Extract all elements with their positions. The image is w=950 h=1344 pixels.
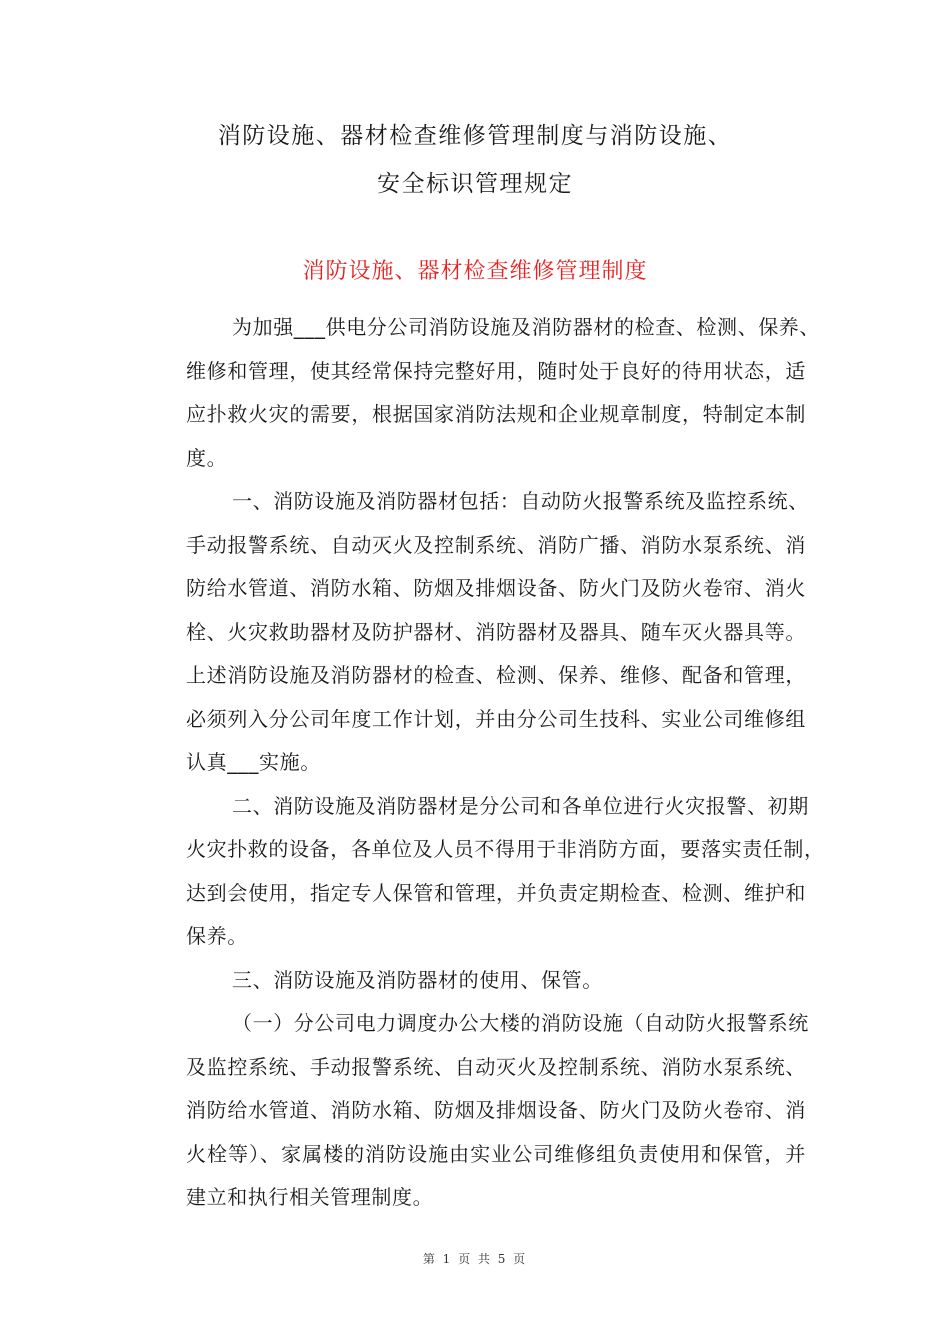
paragraph-intro <box>146 306 820 480</box>
paragraph-line: 防给水管道、消防水箱、防烟及排烟设备、防火门及防火卷帘、消火 <box>186 576 806 600</box>
paragraph-item-3 <box>146 959 806 1003</box>
paragraph-line: 一、消防设施及消防器材包括：自动防火报警系统及监控系统、 <box>232 489 809 513</box>
document-title <box>0 112 950 208</box>
paragraph-line: 达到会使用，指定专人保管和管理，并负责定期检查、检测、维护和 <box>186 880 806 905</box>
paragraph-line: 保养。 <box>186 924 248 948</box>
section-title: 消防设施、器材检查维修管理制度 <box>302 259 648 284</box>
paragraph-line: 三、消防设施及消防器材的使用、保管。 <box>232 967 603 992</box>
paragraph-line: 应扑救火灾的需要，根据国家消防法规和企业规章制度，特制定本制 <box>186 402 806 426</box>
paragraph-line: 建立和执行相关管理制度。 <box>186 1185 434 1209</box>
paragraph-line: 认真___实施。 <box>186 750 321 774</box>
page-footer: 第 1 页 共 5 页 <box>422 1252 528 1266</box>
paragraph-item-1 <box>146 480 809 785</box>
paragraph-line: 火灾扑救的设备，各单位及人员不得用于非消防方面，要落实责任制， <box>186 837 825 861</box>
paragraph-line: 火栓等）、家属楼的消防设施由实业公司维修组负责使用和保管，并 <box>186 1141 806 1166</box>
paragraph-line: 度。 <box>186 445 228 470</box>
paragraph-subitem-1 <box>146 1002 809 1220</box>
paragraph-item-2 <box>146 785 825 959</box>
paragraph-line: （一）分公司电力调度办公大楼的消防设施（自动防火报警系统 <box>232 1011 809 1035</box>
title-line-1: 消防设施、器材检查维修管理制度与消防设施、 <box>217 123 733 149</box>
paragraph-line: 栓、火灾救助器材及防护器材、消防器材及器具、随车灭火器具等。 <box>186 619 806 644</box>
paragraph-line: 必须列入分公司年度工作计划，并由分公司生技科、实业公司维修组 <box>186 706 806 731</box>
title-line-2: 安全标识管理规定 <box>377 171 573 197</box>
document-body <box>146 306 825 1220</box>
paragraph-line: 上述消防设施及消防器材的检查、检测、保养、维修、配备和管理， <box>186 663 806 687</box>
paragraph-line: 及监控系统、手动报警系统、自动灭火及控制系统、消防水泵系统、 <box>186 1054 806 1079</box>
paragraph-line: 二、消防设施及消防器材是分公司和各单位进行火灾报警、初期 <box>232 793 809 818</box>
paragraph-line: 消防给水管道、消防水箱、防烟及排烟设备、防火门及防火卷帘、消 <box>186 1098 806 1122</box>
paragraph-line: 手动报警系统、自动灭火及控制系统、消防广播、消防水泵系统、消 <box>186 532 806 557</box>
paragraph-line: 为加强___供电分公司消防设施及消防器材的检查、检测、保养、 <box>232 315 820 339</box>
paragraph-line: 维修和管理，使其经常保持完整好用，随时处于良好的待用状态，适 <box>186 358 806 383</box>
